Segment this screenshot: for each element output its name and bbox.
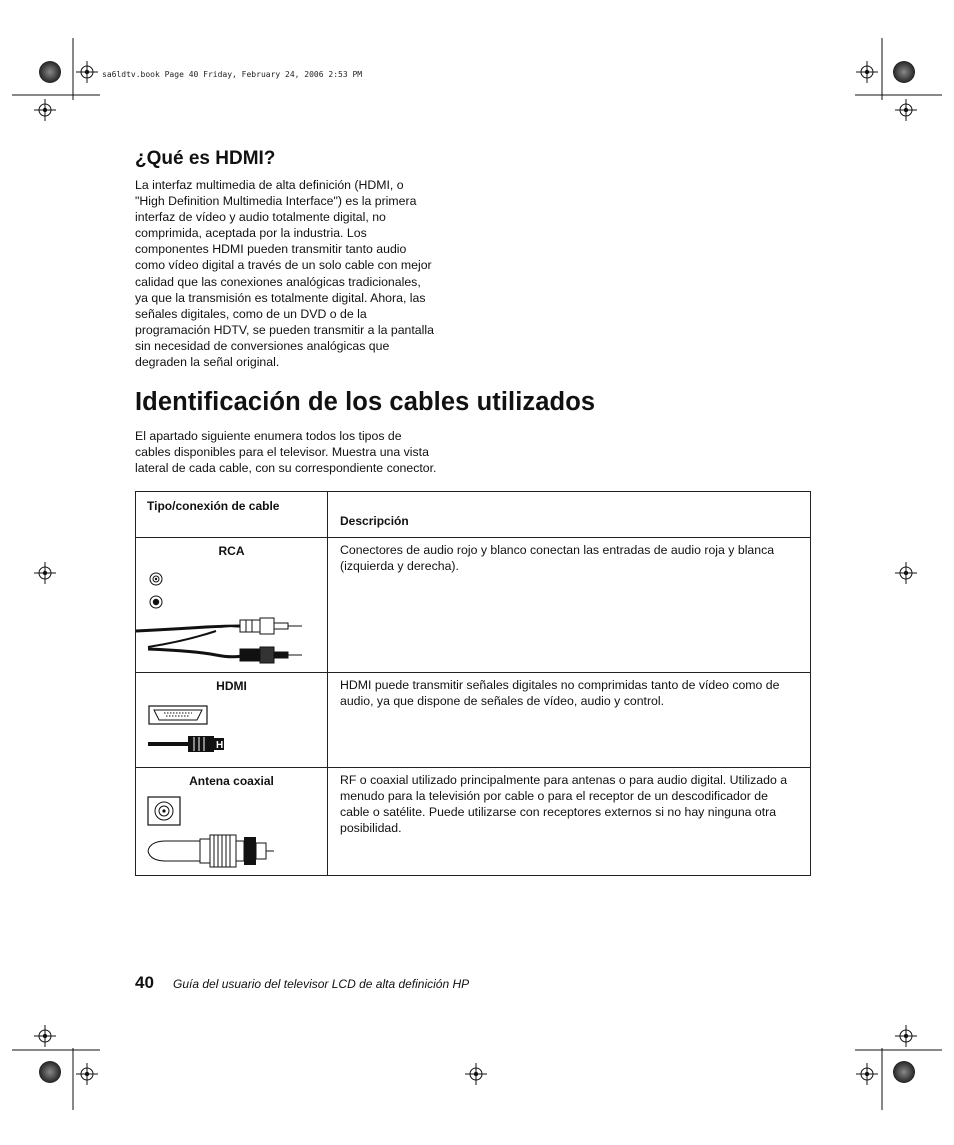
description-cell: RF o coaxial utilizado principalmente para antenas o para audio digital. Utilizado a menudo para la televisión por cable o para el receptor de un descodificador de cable o satélite. Puede utilizarse con receptores externos si no hay ninguna otra posibilidad. xyxy=(328,768,811,876)
text-line: "High Definition Multimedia Interface") es la primera xyxy=(135,194,417,209)
type-cell xyxy=(136,768,328,876)
header-type: Tipo/conexión de cable xyxy=(136,492,328,538)
text-line: componentes HDMI pueden transmitir tanto audio xyxy=(135,242,407,257)
type-label: RCA xyxy=(218,544,245,558)
footer-title: Guía del usuario del televisor LCD de alta definición HP xyxy=(173,977,470,991)
cables-table xyxy=(135,491,811,876)
type-label: Antena coaxial xyxy=(189,774,274,788)
table-row xyxy=(136,538,811,673)
type-cell xyxy=(136,673,328,768)
section-title-hdmi: ¿Qué es HDMI? xyxy=(135,148,276,169)
section-title-cables: Identificación de los cables utilizados xyxy=(135,388,596,416)
text-line: cables disponibles para el televisor. Muestra una vista xyxy=(135,445,429,460)
text-line: interfaz de vídeo y audio totalmente digital, no xyxy=(135,210,386,225)
text-line: ya que la transmisión es totalmente digital. Ahora, las xyxy=(135,290,426,305)
hdmi-paragraph xyxy=(135,177,455,370)
text-line: comprimida, aceptada por la industria. Los xyxy=(135,226,367,241)
text-line: como vídeo digital a través de un solo cable con mejor xyxy=(135,258,432,273)
coaxial-connector-icon xyxy=(136,789,306,875)
text-line: El apartado siguiente enumera todos los tipos de xyxy=(135,429,402,443)
table-row xyxy=(136,768,811,876)
text-line: señales digitales, como de un DVD o de la xyxy=(135,306,367,321)
rca-connector-icon xyxy=(136,559,306,671)
type-cell xyxy=(136,538,328,673)
table-row xyxy=(136,673,811,768)
hdmi-connector-icon xyxy=(136,694,306,766)
page-number: 40 xyxy=(135,973,154,992)
type-label: HDMI xyxy=(216,679,247,693)
text-line: La interfaz multimedia de alta definición (HDMI, o xyxy=(135,178,404,192)
header-description: Descripción xyxy=(328,492,811,538)
text-line: degraden la señal original. xyxy=(135,355,280,370)
svg-text:H: H xyxy=(216,740,224,751)
cables-intro xyxy=(135,428,465,476)
text-line: lateral de cada cable, con su correspondiente conector. xyxy=(135,461,437,476)
description-cell: Conectores de audio rojo y blanco conectan las entradas de audio roja y blanca (izquierda y derecha). xyxy=(328,538,811,673)
text-line: sin necesidad de conversiones analógicas que xyxy=(135,338,390,353)
file-header: sa6ldtv.book Page 40 Friday, February 24, 2006 2:53 PM xyxy=(102,70,363,79)
table-header-row xyxy=(136,492,811,538)
description-cell: HDMI puede transmitir señales digitales no comprimidas tanto de vídeo como de audio, ya que dispone de señales de vídeo, audio y control. xyxy=(328,673,811,768)
text-line: programación HDTV, se pueden transmitir a la pantalla xyxy=(135,322,434,337)
text-line: calidad que las conexiones analógicas tradicionales, xyxy=(135,274,421,289)
